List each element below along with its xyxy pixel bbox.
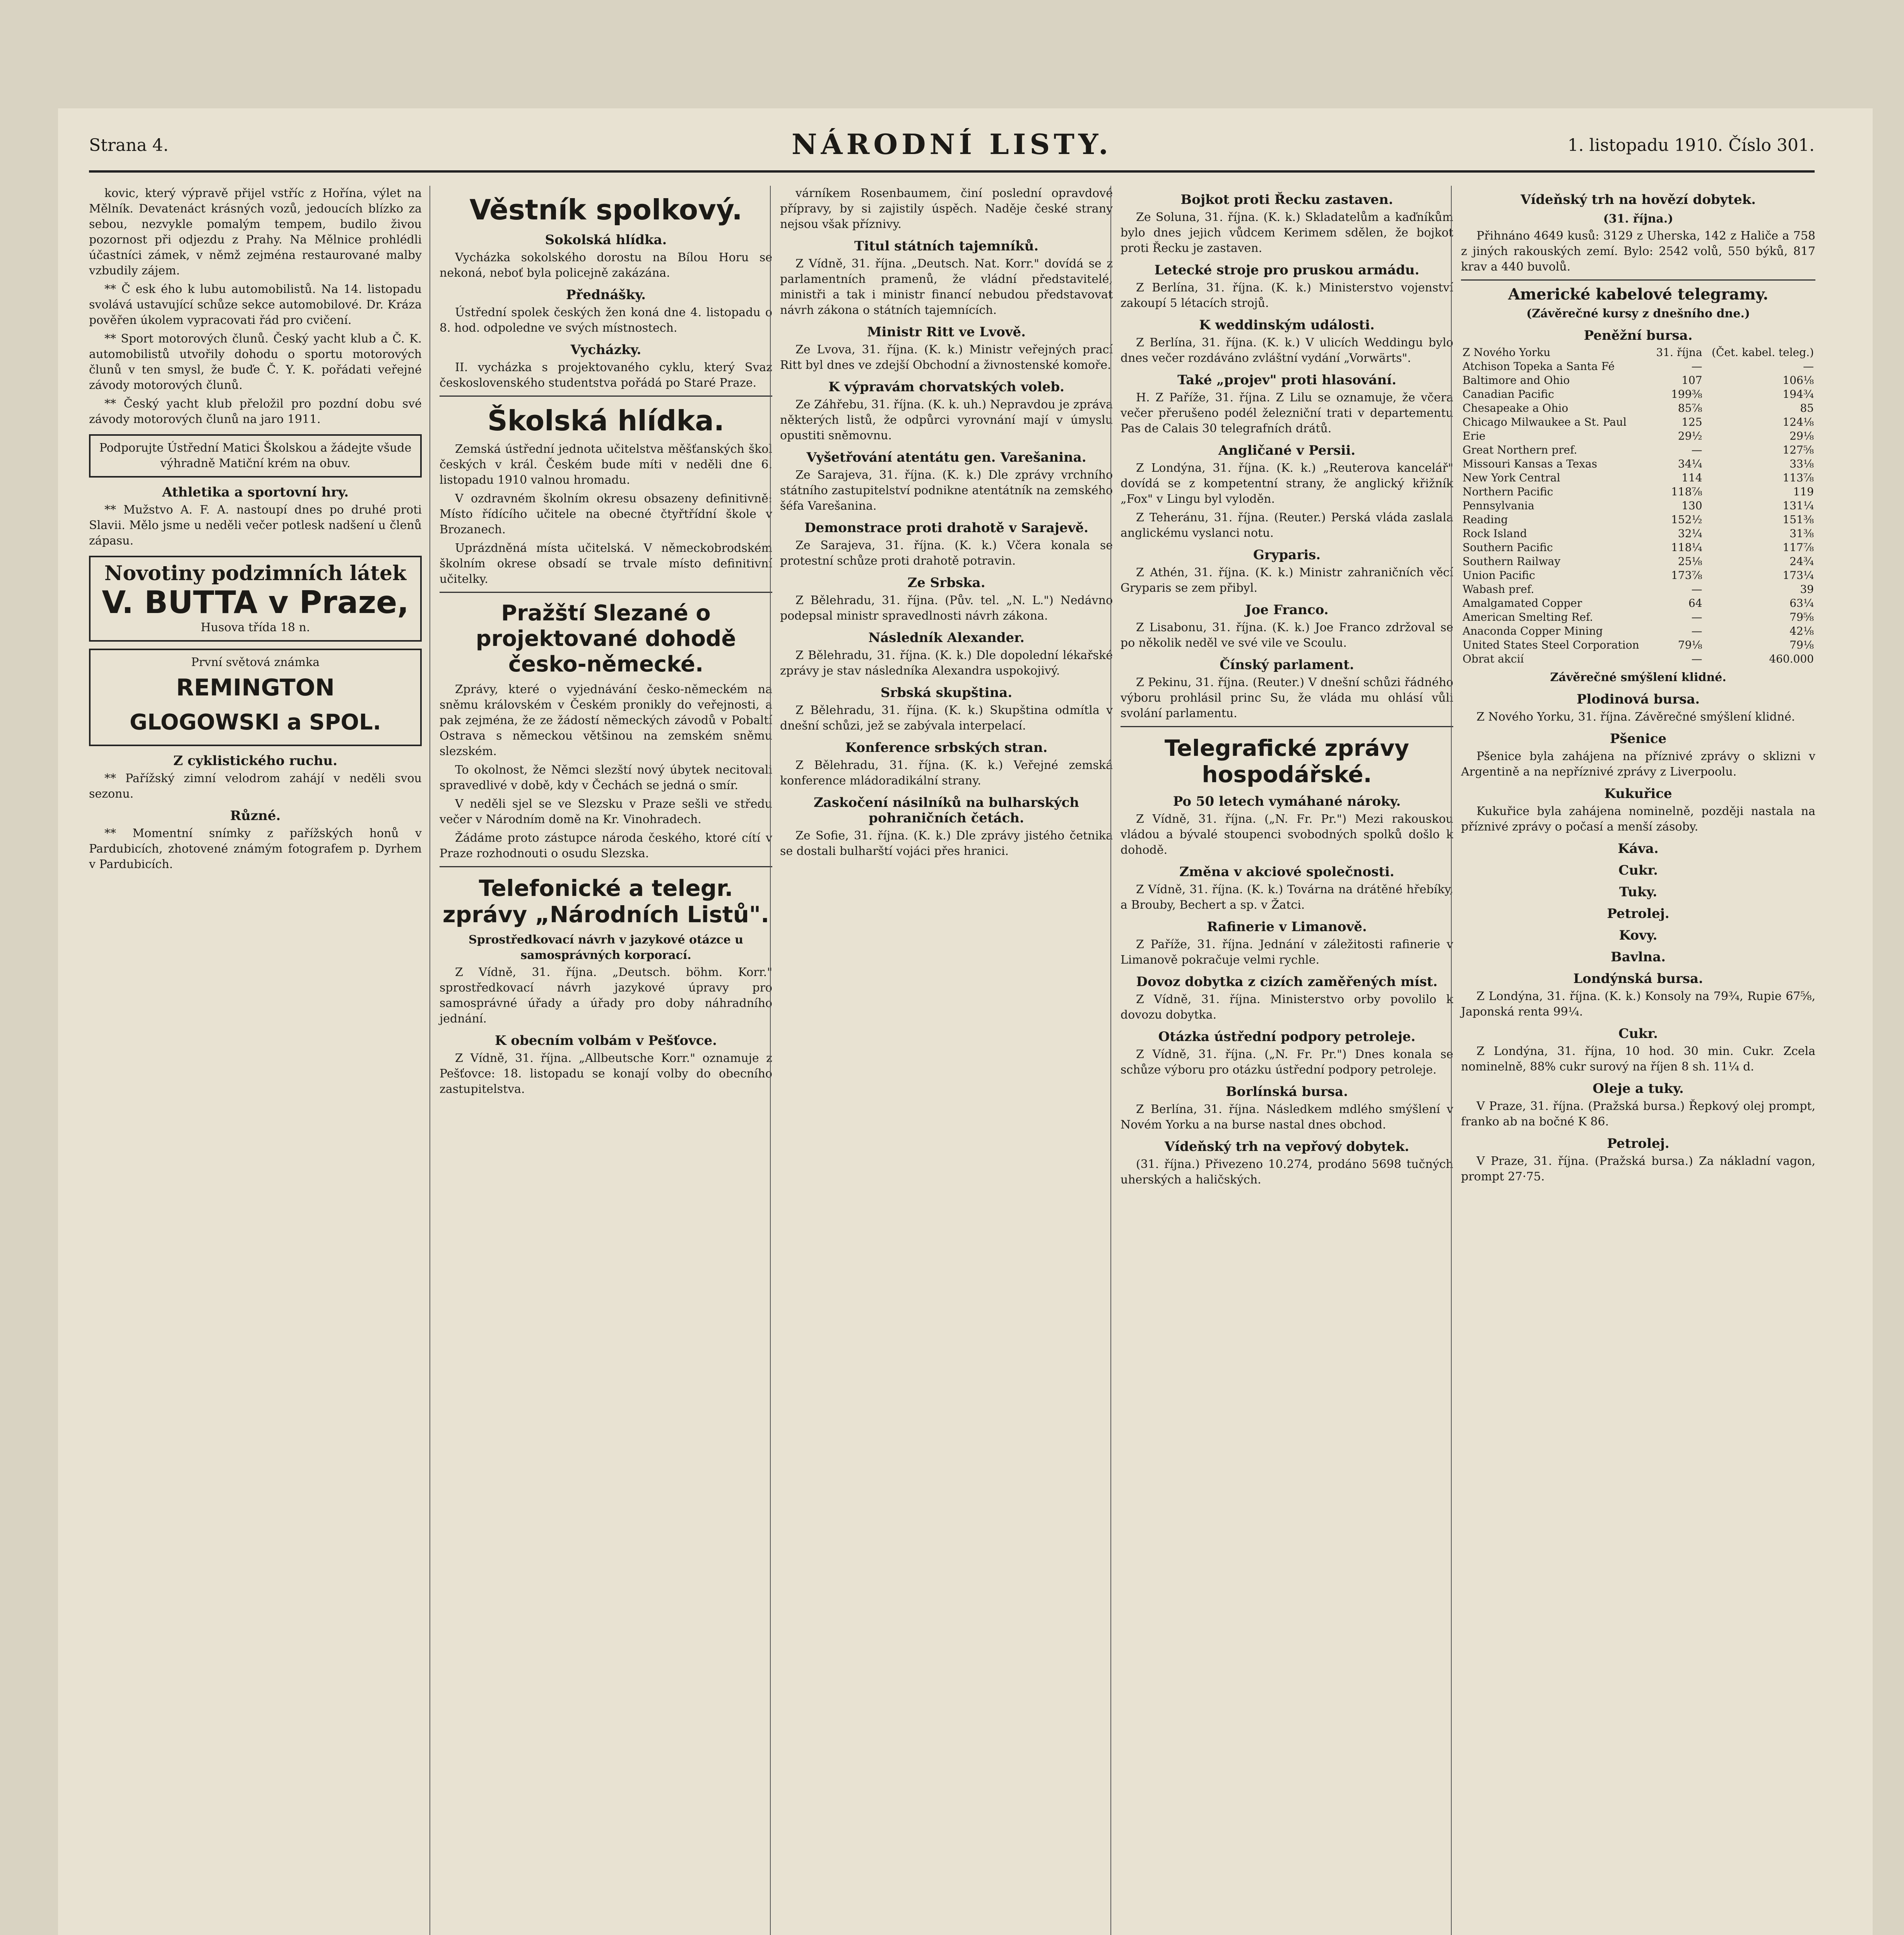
column-5 — [1451, 186, 1815, 1935]
article-text: ** Č esk ého k lubu automobilistů. Na 14. listopadu svolává ustavující schůze sekce automobilové. Dr. Kráza pověřen úkolem vypracovati řád pro cvičení. — [89, 283, 422, 327]
column-4 — [1110, 186, 1453, 1935]
subsection-heading: Bavlna. — [1610, 949, 1666, 965]
stock-name-cell: Amalgamated Copper — [1463, 597, 1582, 610]
article-text: Z Londýna, 31. října. (K. k.) „Reuterova kancelář" dovídá se z kompetentní strany, že anglický křižník „Fox" v Lingu byl vyloděn. — [1121, 461, 1453, 506]
subsection-heading: Oleje a tuky. — [1593, 1081, 1684, 1096]
stock-value-cell: 24¾ — [1789, 555, 1814, 568]
stock-name-cell: Northern Pacific — [1463, 485, 1553, 498]
table-row — [1461, 596, 1815, 610]
article-text: Z Athén, 31. října. (K. k.) Ministr zahraničních věcí Gryparis se zem přibyl. — [1121, 566, 1453, 595]
stock-name-cell: Chesapeake a Ohio — [1463, 402, 1569, 414]
article-text: ** Mužstvo A. F. A. nastoupí dnes po druhé proti Slavii. Mělo jsme u neděli večer potlesk nadšení u členů zápasu. — [89, 503, 422, 548]
article-text: Ze Sofie, 31. října. (K. k.) Dle zprávy jistého četnika se dostali bulharští vojáci přes hranici. — [780, 829, 1113, 858]
subsection-heading: Káva. — [1618, 841, 1659, 856]
article-text: Z Berlína, 31. října. (K. k.) Ministerstvo vojenství zakoupí 5 létacích strojů. — [1121, 281, 1453, 310]
subsection-heading: Letecké stroje pro pruskou armádu. — [1154, 262, 1420, 278]
divider — [440, 592, 772, 593]
butta-ad-title: Novotiny podzimních látek — [104, 562, 407, 585]
section-heading: Athletika a sportovní hry. — [162, 485, 349, 500]
stock-value-cell: 118¼ — [1671, 541, 1702, 554]
stock-name-cell: Southern Pacific — [1463, 541, 1553, 554]
stock-value-cell: 63¼ — [1789, 597, 1814, 610]
stock-name-cell: Great Northern pref. — [1463, 444, 1577, 456]
article-text: Z Teheránu, 31. října. (Reuter.) Perská vláda zaslala anglickému vyslanci notu. — [1121, 511, 1453, 540]
stock-name-cell: Rock Island — [1463, 527, 1527, 540]
subsection-heading: Ze Srbska. — [907, 575, 985, 591]
table-row — [1461, 415, 1815, 429]
article-text: Z Berlína, 31. října. Následkem mdlého smýšlení v Novém Yorku a na burse nastal dnes obchod. — [1121, 1103, 1453, 1132]
article-text: Z Bělehradu, 31. října. (K. k.) Dle dopolední lékařské zprávy je stav následníka Alexandra uspokojivý. — [780, 649, 1113, 678]
stock-value-cell: 64 — [1688, 597, 1702, 610]
page-label: Strana 4. — [89, 135, 169, 155]
matice-ad — [89, 434, 422, 478]
stock-name-cell: Reading — [1463, 513, 1508, 526]
table-row — [1461, 652, 1815, 666]
stock-value-cell: 29½ — [1678, 430, 1702, 442]
subsection-heading: K weddinským události. — [1199, 317, 1375, 333]
subsection-heading: Joe Franco. — [1245, 602, 1329, 618]
article-text: Ústřední spolek českých žen koná dne 4. listopadu o 8. hod. odpoledne ve svých místnostech. — [440, 306, 772, 335]
subsection-heading: Kovy. — [1619, 928, 1658, 943]
table-row — [1461, 624, 1815, 638]
subsection-heading: Plodinová bursa. — [1576, 692, 1700, 707]
remington-ad-firm: GLOGOWSKI a SPOL. — [130, 710, 381, 735]
stock-name-cell: Union Pacific — [1463, 569, 1535, 582]
subsection-heading: Zaskočení násilníků na bulharských pohraničních četách. — [813, 795, 1079, 826]
divider — [440, 866, 772, 867]
article-text: Z Vídně, 31. října. „Deutsch. Nat. Korr." dovídá se z parlamentních pramenů, že vládní představitelé, ministři a tak i ministr financí nebudou představovat návrh zákona o státních tajemnících. — [780, 257, 1113, 317]
matice-ad-text: Podporujte Ústřední Matici Školskou a žádejte všude výhradně Matiční krém na obuv. — [99, 441, 412, 470]
stock-value-cell: 118⅞ — [1671, 485, 1702, 498]
article-text: Ze Lvova, 31. října. (K. k.) Ministr veřejných prací Ritt byl dnes ve zdejší Obchodní a živnostenské komoře. — [780, 343, 1113, 372]
table-row — [1461, 582, 1815, 596]
subsection-heading: Peněžní bursa. — [1584, 328, 1693, 343]
column-3 — [770, 186, 1113, 1935]
subsection-heading: Vycházky. — [570, 342, 642, 358]
article-text: ** Momentní snímky z pařížských honů v Pardubicích, zhotovené známým fotografem p. Dyrhem v Pardubicích. — [89, 827, 422, 871]
article-text: Zprávy, které o vyjednávání česko-německém na sněmu královském v Českém pronikly do veřejnosti, a pak zejména, že ze žádostí německých závodů v Pobaltí Ostrava s německou většinou na zemském sněmu slezském. — [440, 683, 772, 758]
subsection-heading: Cukr. — [1618, 1026, 1658, 1041]
article-text: Z Lisabonu, 31. října. (K. k.) Joe Franco zdržoval se po několik neděl ve své vile ve Scoulu. — [1121, 621, 1453, 650]
stock-value-cell: 31⅜ — [1789, 527, 1814, 540]
column-2 — [429, 186, 772, 1935]
masthead — [89, 124, 1815, 173]
article-text: V Praze, 31. října. (Pražská bursa.) Za nákladní vagon, prompt 27·75. — [1461, 1154, 1815, 1183]
subsection-heading: Vyšetřování atentátu gen. Varešanina. — [806, 450, 1086, 465]
stock-value-cell: 131¼ — [1783, 499, 1814, 512]
stock-name-cell: Southern Railway — [1463, 555, 1561, 568]
table-row — [1461, 638, 1815, 652]
article-text: Z Vídně, 31. října. „Allbeutsche Korr." oznamuje z Pešťovce: 18. listopadu se konají volby do obecního zastupitelstva. — [440, 1051, 772, 1096]
stock-value-cell: — — [1691, 652, 1702, 665]
stock-value-cell: 152½ — [1671, 513, 1702, 526]
subsection-heading: Kukuřice — [1604, 786, 1672, 801]
subsection-heading: Otázka ústřední podpory petroleje. — [1158, 1029, 1416, 1045]
divider — [1461, 279, 1815, 281]
stock-value-cell: 199⅜ — [1671, 388, 1702, 401]
remington-ad-brand: REMINGTON — [176, 674, 335, 701]
subsection-heading: Také „projev" proti hlasování. — [1177, 372, 1396, 388]
article-text: ** Český yacht klub přeložil pro pozdní dobu své závody motorových člunů na jaro 1911. — [89, 397, 422, 426]
article-text: V Praze, 31. října. (Pražská bursa.) Řepkový olej prompt, franko ab na bočné K 86. — [1461, 1099, 1815, 1128]
subsection-heading: Vídeňský trh na vepřový dobytek. — [1164, 1139, 1410, 1154]
subsection-heading: Demonstrace proti drahotě v Sarajevě. — [804, 520, 1088, 536]
article-text: Z Nového Yorku, 31. října. Závěrečné smýšlení klidné. — [1476, 710, 1795, 724]
newspaper-page — [58, 108, 1873, 1935]
stock-value-cell: 460.000 — [1769, 652, 1814, 665]
divider — [1121, 726, 1453, 727]
stock-value-cell: 173⅞ — [1671, 569, 1702, 582]
table-row — [1461, 527, 1815, 541]
article-text: Z Londýna, 31. října. (K. k.) Konsoly na 79¾, Rupie 67⅝, Japonská renta 99¼. — [1461, 990, 1815, 1019]
stock-value-cell: 119 — [1793, 485, 1814, 498]
stock-name-cell: Anaconda Copper Mining — [1463, 625, 1603, 637]
columns — [89, 186, 1815, 1935]
stock-value-cell: 114 — [1682, 471, 1702, 484]
article-text: Ze Sarajeva, 31. října. (K. k.) Dle zprávy vrchního státního zastupitelství podnikne atentátník na zemského šéfa Varešanina. — [780, 468, 1113, 513]
section-title: Školská hlídka. — [487, 404, 725, 437]
article-text: Ze Záhřebu, 31. října. (K. k. uh.) Nepravdou je zpráva některých listů, že odpůrci vyrovnání mají v úmyslu opustiti sněmovnu. — [780, 398, 1113, 442]
stock-value-cell: 39 — [1800, 583, 1814, 596]
article-text: Zemská ústřední jednota učitelstva měšťanských škol českých v král. Českém bude míti v neděli dne 6. listopadu 1910 valnou hromadu. — [440, 442, 772, 487]
article-text: Z Paříže, 31. října. Jednání v záležitosti rafinerie v Limanově pokračuje velmi rychle. — [1121, 938, 1453, 967]
subsection-heading: K výpravám chorvatských voleb. — [828, 379, 1065, 395]
section-title: Telefonické a telegr. zprávy „Národních Listů". — [442, 875, 770, 928]
stock-value-cell: 117⅞ — [1783, 541, 1814, 554]
article-text: Z Vídně, 31. října. („N. Fr. Pr.") Dnes konala se schůze výboru pro otázku ústřední podpory petroleje. — [1121, 1048, 1453, 1077]
stock-value-cell: — — [1691, 444, 1702, 456]
table-row — [1461, 513, 1815, 527]
section-title: Telegrafické zprávy hospodářské. — [1164, 735, 1410, 788]
table-row — [1461, 471, 1815, 485]
stock-name-cell: American Smelting Ref. — [1463, 611, 1593, 623]
article-text: To okolnost, že Němci slezští nový úbytek necitovali spravedlivé v době, kdy v Čechách se jedná o smír. — [440, 763, 772, 792]
date-issue: 1. listopadu 1910. Číslo 301. — [1567, 135, 1815, 155]
stock-value-cell: 130 — [1682, 499, 1702, 512]
subsection-heading: Bojkot proti Řecku zastaven. — [1180, 192, 1393, 207]
subsection-heading: Tuky. — [1619, 884, 1658, 900]
subsection-heading: K obecním volbám v Pešťovce. — [495, 1033, 717, 1048]
subsection-heading: Londýnská bursa. — [1573, 971, 1703, 986]
stock-name-cell: Atchison Topeka a Santa Fé — [1463, 360, 1615, 373]
article-text: H. Z Paříže, 31. října. Z Lilu se oznamuje, že včera večer přerušeno podél železniční trati v departementu Pas de Calais 30 telegrafních drátů. — [1121, 391, 1453, 435]
stock-table-header — [1461, 346, 1815, 360]
subsection-heading: Konference srbských stran. — [845, 740, 1048, 755]
stock-name-cell: Baltimore and Ohio — [1463, 374, 1570, 387]
stock-value-cell: 34¼ — [1678, 457, 1702, 470]
stock-value-cell: 25⅛ — [1678, 555, 1702, 568]
subsection-heading: Gryparis. — [1253, 547, 1321, 563]
stock-table-body — [1461, 360, 1815, 666]
article-text: Z Vídně, 31. října. (K. k.) Továrna na drátěné hřebíky, a Brouby, Bechert a sp. v Žatci. — [1121, 883, 1453, 912]
article-text: Z Vídně, 31. října. („N. Fr. Pr.") Mezi rakouskou vládou a bývalé stoupenci svobodných spolků došlo k dohodě. — [1121, 812, 1453, 857]
section-heading: Různé. — [230, 808, 281, 824]
subsection-heading: Ministr Ritt ve Lvově. — [867, 324, 1026, 340]
subsection-heading: Přednášky. — [566, 287, 646, 303]
stock-value-cell: 79⅛ — [1678, 639, 1702, 651]
subsection-heading: Po 50 letech vymáhané nároky. — [1173, 794, 1401, 809]
stock-value-cell: — — [1691, 583, 1702, 596]
table-row — [1461, 485, 1815, 499]
stock-value-cell: 173¼ — [1783, 569, 1814, 582]
paper-title: NÁRODNÍ LISTY. — [791, 128, 1112, 161]
article-text: II. vycházka s projektovaného cyklu, který Svaz československého studentstva pořádá po Staré Praze. — [440, 361, 772, 390]
article-text: Z Vídně, 31. října. „Deutsch. böhm. Korr." sprostředkovací návrh jazykové úpravy pro samosprávné úřady a úřady pro doby náhradního jednání. — [440, 966, 772, 1026]
table-row — [1461, 569, 1815, 582]
section-title: Věstník spolkový. — [469, 194, 742, 226]
subsection-heading: Dovoz dobytka z cizích zaměřených míst. — [1136, 974, 1438, 990]
stock-value-cell: — — [1691, 625, 1702, 637]
stock-value-cell: 85 — [1800, 402, 1814, 414]
subsection-heading: Petrolej. — [1607, 1136, 1670, 1151]
table-row — [1461, 429, 1815, 443]
stock-value-cell: 79⅝ — [1789, 611, 1814, 623]
stock-value-cell: 42⅛ — [1789, 625, 1814, 637]
article-text: V neděli sjel se ve Slezsku v Praze sešli ve středu večer v Národním domě na Kr. Vinohradech. — [440, 797, 772, 826]
table-row — [1461, 360, 1815, 373]
subsection-heading: Sprostředkovací návrh v jazykové otázce u samosprávných korporací. — [469, 933, 743, 962]
subsection-heading: Titul státních tajemníků. — [854, 238, 1039, 254]
table-row — [1461, 443, 1815, 457]
article-text: Přihnáno 4649 kusů: 3129 z Uherska, 142 z Haliče a 758 z jiných rakouských zemí. Bylo: 2542 volů, 550 býků, 817 krav a 440 buvolů. — [1461, 229, 1815, 274]
stock-value-cell: — — [1691, 611, 1702, 623]
table-row — [1461, 401, 1815, 415]
stock-value-cell: 85⅞ — [1678, 402, 1702, 414]
subsection-heading: Vídeňský trh na hovězí dobytek. — [1520, 192, 1756, 207]
table-header-cell: Z Nového Yorku — [1463, 346, 1551, 359]
stock-value-cell: 113⅞ — [1783, 471, 1814, 484]
stock-value-cell: 106⅛ — [1783, 374, 1814, 387]
stock-value-cell: 29⅛ — [1789, 430, 1814, 442]
article-text: Z Vídně, 31. října. Ministerstvo orby povolilo k dovozu dobytka. — [1121, 993, 1453, 1022]
table-row — [1461, 373, 1815, 387]
article-text: Žádáme proto zástupce národa českého, ktoré cítí v Praze rozhodnouti o osudu Slezska. — [440, 831, 772, 860]
stock-value-cell: 107 — [1682, 374, 1702, 387]
section-heading: Z cyklistického ruchu. — [173, 753, 337, 769]
article-text: Pšenice byla zahájena na příznivé zprávy o sklizni v Argentině a na nepříznivé zprávy z Liverpoolu. — [1461, 750, 1815, 779]
stock-name-cell: United States Steel Corporation — [1463, 639, 1639, 651]
section-title: Pražští Slezané o projektované dohodě česko-německé. — [476, 601, 736, 677]
butta-ad-name: V. BUTTA v Praze, — [102, 584, 409, 620]
subsection-heading: Petrolej. — [1607, 906, 1670, 921]
article-text: Ze Sarajeva, 31. října. (K. k.) Včera konala se protestní schůze proti drahotě potravin. — [780, 539, 1113, 568]
article-text: Ze Soluna, 31. října. (K. k.) Skladatelům a kaďníkům bylo dnes jejich vůdcem Kerimem sdělen, že bojkot proti Řecku je zastaven. — [1121, 211, 1453, 255]
stock-name-cell: Canadian Pacific — [1463, 388, 1554, 401]
stock-value-cell: — — [1803, 360, 1814, 373]
stock-value-cell: 151⅜ — [1783, 513, 1814, 526]
subsection-heading: Rafinerie v Limanově. — [1207, 919, 1367, 935]
divider — [440, 396, 772, 397]
stock-name-cell: Chicago Milwaukee a St. Paul — [1463, 416, 1627, 428]
table-row — [1461, 499, 1815, 513]
article-text: Z Londýna, 31. října, 10 hod. 30 min. Cukr. Zcela nominelně, 88% cukr surový na říjen 8 sh. 11¼ d. — [1461, 1045, 1815, 1074]
butta-ad — [89, 556, 422, 642]
stock-value-cell: 194¾ — [1783, 388, 1814, 401]
article-text: Z Bělehradu, 31. října. (K. k.) Skupština odmítla v dnešní schůzi, jež se zabývala interpelací. — [780, 704, 1113, 733]
table-row — [1461, 541, 1815, 555]
stock-value-cell: 127⅝ — [1783, 444, 1814, 456]
stock-value-cell: 33⅛ — [1789, 457, 1814, 470]
subsection-subheading: (Závěrečné kursy z dnešního dne.) — [1526, 307, 1750, 320]
subsection-heading: Cukr. — [1618, 863, 1658, 878]
subsection-heading: Pšenice — [1610, 731, 1667, 747]
table-row — [1461, 387, 1815, 401]
subsection-heading: Čínský parlament. — [1220, 657, 1354, 673]
subsection-heading: Změna v akciové společnosti. — [1179, 864, 1394, 880]
article-text: Kukuřice byla zahájena nominelně, později nastala na příznivé zprávy o počasí a menší zásoby. — [1461, 805, 1815, 834]
article-text: Uprázdněná místa učitelská. V německobrodském školním okrese obsadí se trvale místo definitivní učitelky. — [440, 541, 772, 586]
remington-ad — [89, 649, 422, 746]
article-text: kovic, který výpravě přijel vstříc z Hořína, výlet na Mělník. Devatenáct krásných vozů, jedoucích blízko za sebou, nezvykle pomalým tempem, budilo živou pozornost při odjezdu z Prahy. Na Mělnice prohlédli účastníci zámek, v němž zejména restaurované malby vzbudily zájem. — [89, 187, 422, 277]
article-text: Z Berlína, 31. října. (K. k.) V ulicích Weddingu bylo dnes večer rozdáváno zvláštní vydání „Vorwärts". — [1121, 336, 1453, 365]
article-text: Vycházka sokolského dorostu na Bílou Horu se nekoná, neboť byla policejně zakázána. — [440, 251, 772, 280]
article-text: ** Sport motorových člunů. Český yacht klub a Č. K. automobilistů utvořily dohodu o sportu motorových člunů v ten smysl, že buďe Č. Y. K. pořádati veřejné závody motorových člunů. — [89, 332, 422, 392]
table-row — [1461, 555, 1815, 569]
article-text: Z Bělehradu, 31. října. (K. k.) Veřejné zemská konference mládoradikální strany. — [780, 759, 1113, 788]
subsection-heading: Angličané v Persii. — [1218, 443, 1356, 458]
stock-table — [1461, 346, 1815, 666]
stock-name-cell: Obrat akcií — [1463, 652, 1524, 665]
article-text: V ozdravném školním okresu obsazeny definitivně: Místo řídícího učitele na obecné čtyřtřídní škole v Brozanech. — [440, 492, 772, 536]
stock-name-cell: Pennsylvania — [1463, 499, 1534, 512]
article-text: Z Pekinu, 31. října. (Reuter.) V dnešní schůzi řádného výboru prohlásil princ Su, že vláda mu ohlásí vůli svolání parlamentu. — [1121, 676, 1453, 720]
section-title: Americké kabelové telegramy. — [1508, 285, 1769, 303]
stock-value-cell: 79⅛ — [1789, 639, 1814, 651]
stock-name-cell: Wabash pref. — [1463, 583, 1534, 596]
subsection-heading: Následník Alexander. — [868, 630, 1025, 646]
stock-value-cell: 124⅛ — [1783, 416, 1814, 428]
stock-value-cell: — — [1691, 360, 1702, 373]
subsection-subheading: (31. října.) — [1603, 212, 1673, 226]
table-footer: Závěrečné smýšlení klidné. — [1550, 671, 1726, 684]
table-row — [1461, 457, 1815, 471]
stock-name-cell: Missouri Kansas a Texas — [1463, 457, 1597, 470]
subsection-heading: Srbská skupština. — [880, 685, 1013, 700]
remington-ad-title: První světová známka — [191, 656, 320, 669]
table-row — [1461, 610, 1815, 624]
column-1 — [89, 186, 422, 1935]
table-header-cell: (Čet. kabel. teleg.) — [1712, 346, 1814, 359]
stock-value-cell: 32¼ — [1678, 527, 1702, 540]
table-header-cell: 31. října — [1656, 346, 1702, 359]
stock-value-cell: 125 — [1682, 416, 1702, 428]
article-text: (31. října.) Přivezeno 10.274, prodáno 5698 tučných uherských a haličských. — [1121, 1158, 1453, 1187]
article-text: várníkem Rosenbaumem, činí poslední opravdové přípravy, by si zajistily úspěch. Naděje české strany nejsou však příznivy. — [780, 187, 1113, 231]
stock-name-cell: Erie — [1463, 430, 1486, 442]
subsection-heading: Borlínská bursa. — [1226, 1084, 1348, 1099]
stock-name-cell: New York Central — [1463, 471, 1560, 484]
article-text: Z Bělehradu, 31. října. (Pův. tel. „N. L.") Nedávno podepsal ministr spravedlnosti návrh zákona. — [780, 594, 1113, 623]
article-text: ** Pařížský zimní velodrom zahájí v neděli svou sezonu. — [89, 772, 422, 801]
butta-ad-sub: Husova třída 18 n. — [200, 621, 310, 634]
subsection-heading: Sokolská hlídka. — [545, 232, 667, 248]
